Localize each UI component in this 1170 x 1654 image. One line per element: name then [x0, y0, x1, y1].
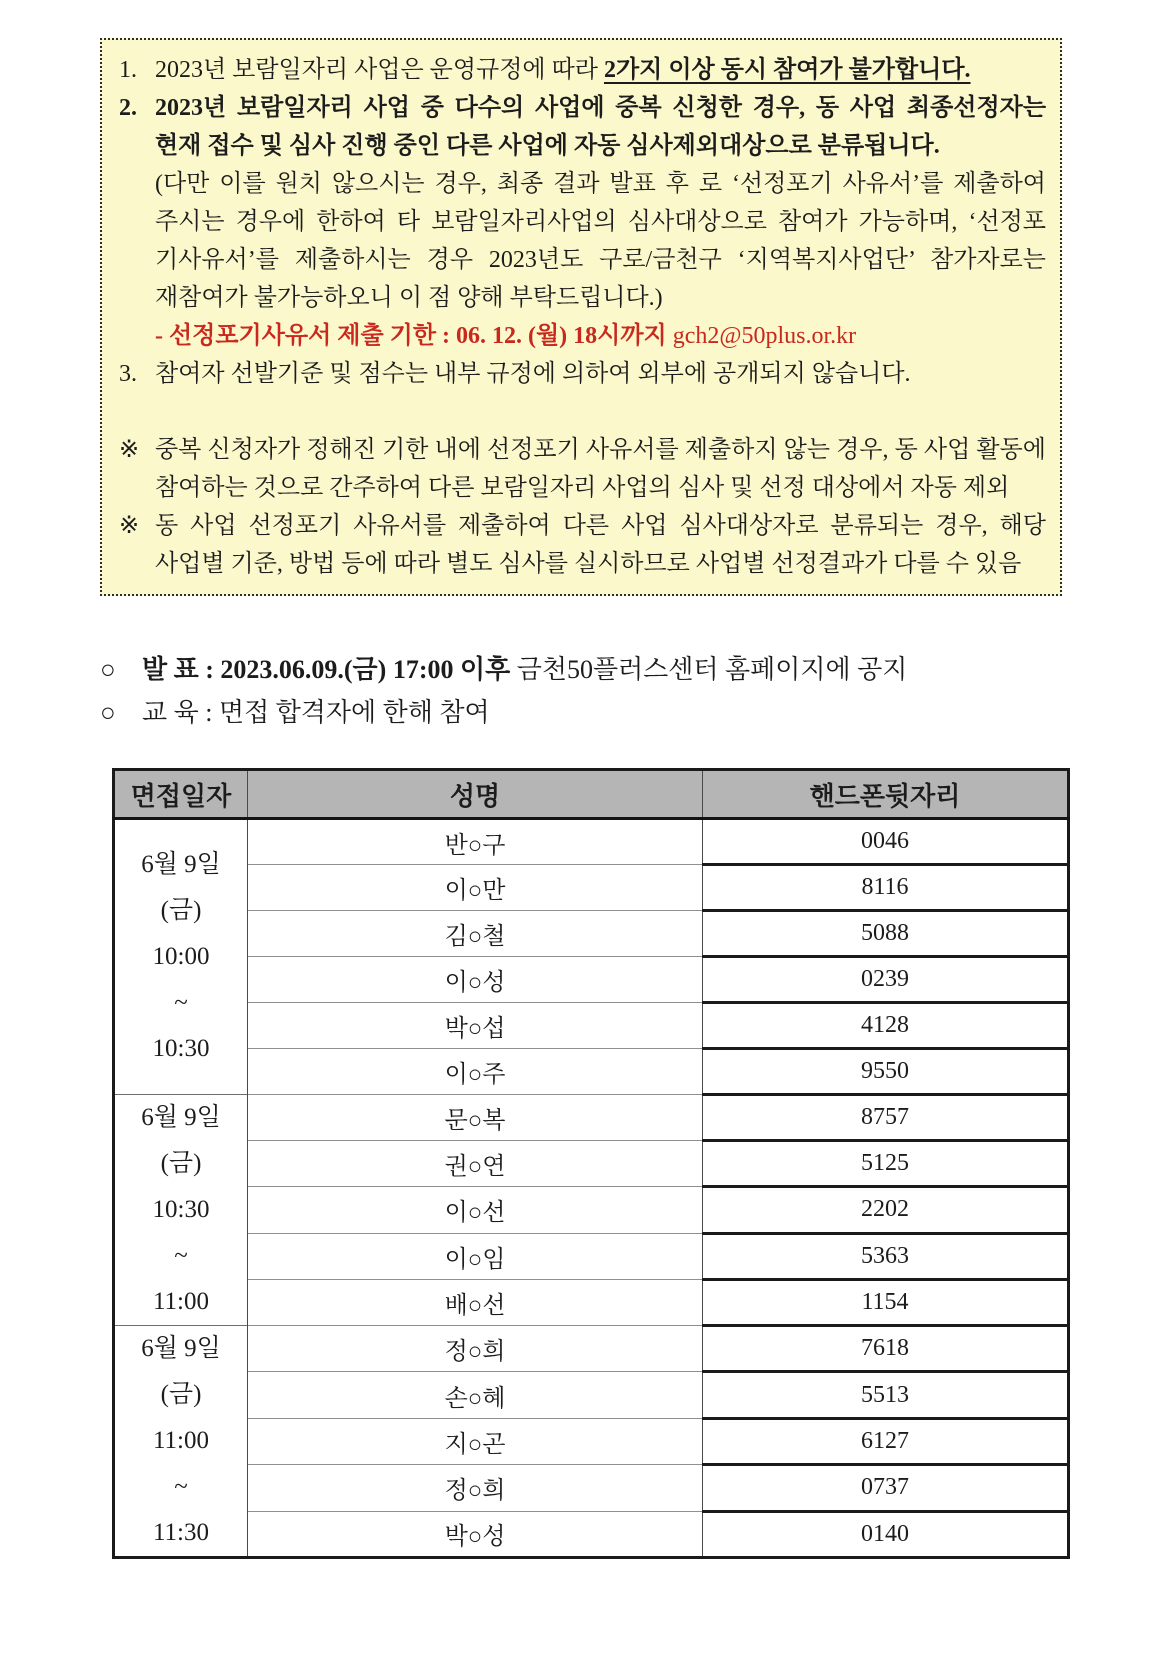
applicant-name-cell: 정○희 [248, 1465, 703, 1511]
interview-date-line: 10:30 [152, 1196, 210, 1223]
education-text: 교 육 : 면접 합격자에 한해 참여 [142, 698, 490, 727]
notice-item-1-text [155, 51, 1046, 89]
table-row [114, 1418, 1069, 1464]
interview-date-line: ~ [174, 989, 188, 1016]
interview-date-line: 10:30 [152, 1035, 210, 1062]
applicant-name-cell: 권○연 [248, 1141, 703, 1187]
phone-last-digits-cell: 2202 [703, 1187, 1069, 1233]
phone-last-digits-cell: 8757 [703, 1095, 1069, 1141]
applicant-name-cell: 이○성 [248, 957, 703, 1003]
notice-item-1 [119, 51, 1046, 89]
notice-text-line: 중복 신청자가 정해진 기한 내에 선정포기 사유서를 제출하지 않는 경우, 동 사업 활동에 [155, 437, 1046, 463]
notice-text-line: 주시는 경우에 한하여 타 보람일자리사업의 심사대상으로 참여가 가능하며, ‘선정포 [155, 209, 1046, 235]
announcement-line [100, 648, 1062, 691]
blank-line [119, 393, 1046, 431]
notice-item-1-emphasis: 2가지 이상 동시 참여가 불가합니다. [603, 57, 971, 83]
notice-text-line: 사업별 기준, 방법 등에 따라 별도 심사를 실시하므로 사업별 선정결과가 다를 수 있음 [155, 551, 1022, 577]
phone-last-digits-cell: 0239 [703, 957, 1069, 1003]
announcement-normal-text: 금천50플러스센터 홈페이지에 공지 [510, 655, 908, 684]
announcement-bold-text: 발 표 : 2023.06.09.(금) 17:00 이후 [142, 655, 511, 684]
table-row [114, 1511, 1069, 1557]
applicant-name-cell: 지○곤 [248, 1418, 703, 1464]
indent-spacer [119, 165, 155, 317]
phone-last-digits-cell: 0737 [703, 1465, 1069, 1511]
interview-table-body [114, 819, 1069, 1558]
interview-date-line: 11:00 [152, 1427, 210, 1454]
phone-last-digits-cell: 1154 [703, 1279, 1069, 1325]
phone-last-digits-cell: 0046 [703, 819, 1069, 865]
phone-last-digits-cell: 5125 [703, 1141, 1069, 1187]
notice-text-line: 기사유서’를 제출하시는 경우 2023년도 구로/금천구 ‘지역복지사업단’ 참가자로는 [155, 247, 1046, 273]
reference-mark-icon: ※ [119, 437, 140, 463]
phone-last-digits-cell: 5088 [703, 911, 1069, 957]
notice-footnote-2-text [155, 507, 1046, 583]
applicant-name-cell: 이○임 [248, 1233, 703, 1279]
table-row [114, 1141, 1069, 1187]
notice-text-line: 재참여가 불가능하오니 이 점 양해 부탁드립니다.) [155, 285, 663, 311]
notice-item-3-text: 참여자 선발기준 및 점수는 내부 규정에 의하여 외부에 공개되지 않습니다. [155, 361, 911, 387]
phone-last-digits-cell: 8116 [703, 865, 1069, 911]
interview-date-cell [114, 1326, 248, 1558]
applicant-name-cell: 박○섭 [248, 1003, 703, 1049]
notice-item-1-normal: 2023년 보람일자리 사업은 운영규정에 따라 [155, 57, 604, 83]
table-row [114, 1465, 1069, 1511]
circle-bullet-icon: ○ [100, 655, 116, 684]
notice-item-2-text [155, 89, 1046, 165]
deadline-text: - 선정포기사유서 제출 기한 : 06. 12. (월) 18시까지 [155, 323, 673, 349]
applicant-name-cell: 문○복 [248, 1095, 703, 1141]
applicant-name-cell: 배○선 [248, 1279, 703, 1325]
item-number: 2. [119, 95, 137, 121]
interview-date-cell [114, 819, 248, 1095]
phone-last-digits-cell: 5513 [703, 1372, 1069, 1418]
applicant-name-cell: 박○성 [248, 1511, 703, 1557]
applicant-name-cell: 김○철 [248, 911, 703, 957]
column-header-interview-date: 면접일자 [114, 770, 248, 819]
table-row [114, 1233, 1069, 1279]
table-row [114, 911, 1069, 957]
item-number: 3. [119, 361, 137, 387]
table-row [114, 1372, 1069, 1418]
phone-last-digits-cell: 0140 [703, 1511, 1069, 1557]
phone-last-digits-cell: 7618 [703, 1326, 1069, 1372]
education-line [100, 691, 1062, 734]
deadline-line [119, 317, 1046, 355]
applicant-name-cell: 반○구 [248, 819, 703, 865]
notice-item-2 [119, 89, 1046, 165]
notice-box [100, 38, 1062, 596]
applicant-name-cell: 정○희 [248, 1326, 703, 1372]
interview-date-line: (금) [160, 1381, 202, 1408]
phone-last-digits-cell: 9550 [703, 1049, 1069, 1095]
column-header-name: 성명 [248, 770, 703, 819]
table-row [114, 1279, 1069, 1325]
column-header-phone-digits: 핸드폰뒷자리 [703, 770, 1069, 819]
circle-bullet-icon: ○ [100, 698, 116, 727]
applicant-name-cell: 이○주 [248, 1049, 703, 1095]
phone-last-digits-cell: 6127 [703, 1418, 1069, 1464]
table-row [114, 1326, 1069, 1372]
item-number: 1. [119, 57, 137, 83]
reference-mark-icon: ※ [119, 513, 140, 539]
notice-text-line: 현재 접수 및 심사 진행 중인 다른 사업에 자동 심사제외대상으로 분류됩니다. [155, 133, 940, 159]
bullet-section [100, 648, 1062, 734]
indent-spacer [119, 317, 155, 355]
interview-date-line: (금) [160, 897, 202, 924]
deadline-text-wrap [155, 317, 1046, 355]
phone-last-digits-cell: 4128 [703, 1003, 1069, 1049]
interview-date-line: 6월 9일 [141, 1335, 221, 1362]
table-row [114, 957, 1069, 1003]
interview-date-line: 11:00 [152, 1288, 210, 1315]
interview-date-line: 6월 9일 [141, 851, 221, 878]
interview-date-line: 10:00 [152, 943, 210, 970]
email-address: gch2@50plus.or.kr [672, 323, 857, 349]
notice-footnote-1-text [155, 431, 1046, 507]
interview-date-line: (금) [160, 1150, 202, 1177]
applicant-name-cell: 이○만 [248, 865, 703, 911]
interview-date-cell [114, 1095, 248, 1326]
notice-footnote-2 [119, 507, 1046, 583]
table-row [114, 865, 1069, 911]
notice-footnote-1 [119, 431, 1046, 507]
interview-date-line: ~ [174, 1242, 188, 1269]
notice-item-2-note [119, 165, 1046, 317]
table-header-row [114, 770, 1069, 819]
table-header [114, 770, 1069, 819]
interview-schedule-table [112, 768, 1070, 1559]
announcement-text-wrap [142, 648, 1062, 691]
table-row [114, 1049, 1069, 1095]
notice-text-line: 참여하는 것으로 간주하여 다른 보람일자리 사업의 심사 및 선정 대상에서 자동 제외 [155, 475, 1010, 501]
table-row [114, 1095, 1069, 1141]
notice-text-line: 동 사업 선정포기 사유서를 제출하여 다른 사업 심사대상자로 분류되는 경우, 해당 [155, 513, 1046, 539]
interview-date-line: ~ [174, 1473, 188, 1500]
table-row [114, 1003, 1069, 1049]
interview-date-line: 11:30 [152, 1519, 210, 1546]
table-row [114, 819, 1069, 865]
document-page [0, 38, 1170, 1654]
applicant-name-cell: 손○혜 [248, 1372, 703, 1418]
phone-last-digits-cell: 5363 [703, 1233, 1069, 1279]
applicant-name-cell: 이○선 [248, 1187, 703, 1233]
notice-item-2-note-text [155, 165, 1046, 317]
interview-date-line: 6월 9일 [141, 1104, 221, 1131]
notice-text-line: (다만 이를 원치 않으시는 경우, 최종 결과 발표 후 로 ‘선정포기 사유서’를 제출하여 [155, 171, 1046, 197]
notice-text-line: 2023년 보람일자리 사업 중 다수의 사업에 중복 신청한 경우, 동 사업 최종선정자는 [155, 95, 1046, 121]
table-row [114, 1187, 1069, 1233]
notice-item-3 [119, 355, 1046, 393]
